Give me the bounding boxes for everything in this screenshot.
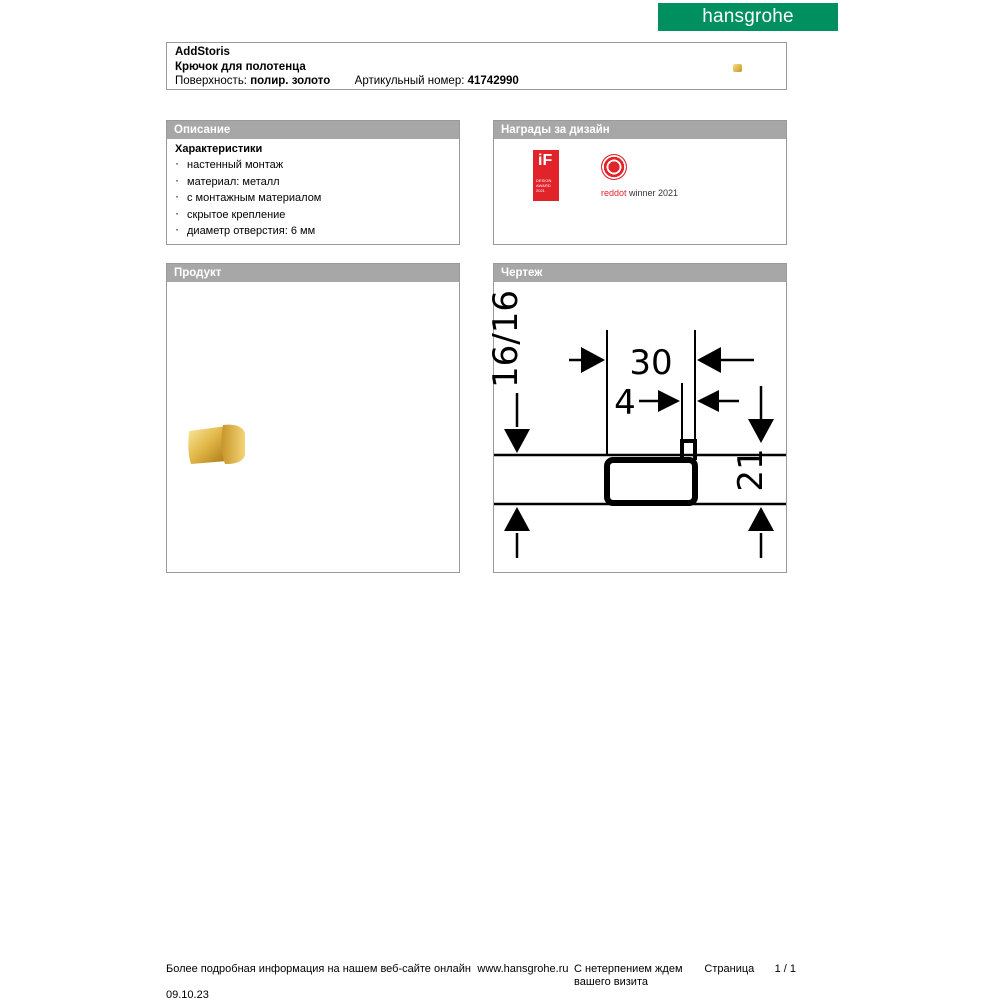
footer-url[interactable]: www.hansgrohe.ru [477, 963, 569, 975]
reddot-logo-icon [601, 154, 627, 180]
series-name: AddStoris [175, 46, 230, 58]
list-item: · с монтажным материалом [175, 190, 451, 207]
article-label: Артикульный номер: [354, 75, 465, 87]
surface-label: Поверхность: [175, 75, 248, 87]
dim-height-label: 21 [731, 448, 771, 492]
technical-drawing [486, 283, 786, 573]
dim-width-label: 30 [629, 343, 673, 383]
reddot-award-text: reddot winner 2021 [601, 188, 679, 198]
characteristics-heading: Характеристики [175, 143, 263, 155]
dim-angle-label: 16/16 [486, 290, 526, 388]
page-value: 1 / 1 [774, 963, 797, 975]
hansgrohe-logo: hansgrohe [658, 3, 838, 31]
awards-title: Награды за дизайн [494, 121, 786, 139]
drawing-panel [486, 263, 787, 573]
product-panel [166, 263, 460, 573]
description-panel [166, 120, 460, 245]
footer-date: 09.10.23 [166, 989, 209, 1001]
if-design-award-logo: iF DESIGN AWARD 2021 [533, 150, 559, 201]
description-title: Описание [167, 121, 459, 139]
page-footer [166, 963, 796, 1002]
product-title: Продукт [167, 264, 459, 282]
awards-panel [493, 120, 787, 245]
product-header [166, 42, 787, 90]
product-image [167, 283, 459, 573]
product-name: Крючок для полотенца [175, 60, 306, 73]
page-label: Страница [704, 963, 755, 975]
list-item: · материал: металл [175, 174, 451, 191]
list-item: · диаметр отверстия: 6 мм [175, 223, 451, 240]
characteristics-list [175, 157, 451, 240]
list-item: · настенный монтаж [175, 157, 451, 174]
footer-greeting: С нетерпением ждем вашего визита [574, 963, 683, 988]
surface-value: полир. золото [250, 75, 331, 87]
list-item: · скрытое крепление [175, 207, 451, 224]
drawing-title: Чертеж [494, 264, 786, 282]
product-thumbnail [733, 64, 742, 72]
dim-gap-label: 4 [614, 383, 636, 423]
article-value: 41742990 [467, 75, 519, 87]
footer-text: Более подробная информация на нашем веб-сайте онлайн [166, 963, 471, 975]
